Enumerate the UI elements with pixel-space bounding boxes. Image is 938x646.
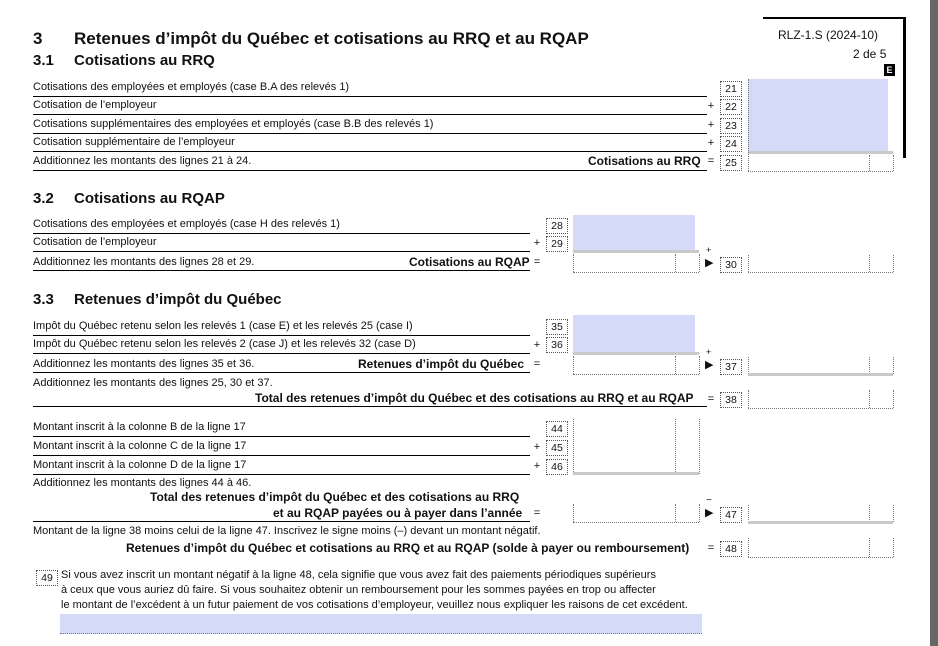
line-47-bold-label-1: Total des retenues d’impôt du Québec et des cotisations au RRQ [150, 490, 520, 504]
line-24-amount[interactable] [748, 135, 888, 151]
line-25-amount[interactable] [748, 154, 893, 170]
line-47-bold-label-2: et au RQAP payées ou à payer dans l’année [273, 506, 523, 520]
line-38-bold-label: Total des retenues d’impôt du Québec et des cotisations au RRQ et au RQAP [255, 391, 694, 405]
line-29-operator: + [533, 237, 541, 249]
line-23-label: Cotisations supplémentaires des employées et employés (case B.B des relevés 1) [33, 118, 434, 130]
line-23-amount[interactable] [748, 117, 888, 133]
line-44-label: Montant inscrit à la colonne B de la ligne 17 [33, 421, 246, 433]
section-3-3-number: 3.3 [33, 291, 54, 308]
line-28-label: Cotisations des employées et employés (case H des relevés 1) [33, 218, 340, 230]
line-48-amount[interactable] [748, 539, 893, 555]
line-48-operator: = [707, 542, 715, 554]
line-45-operator: + [533, 441, 541, 453]
line-24-operator: + [707, 137, 715, 149]
lang-badge: E [884, 64, 895, 76]
line-30-arrow: ▶ [705, 257, 714, 269]
section-3-2-number: 3.2 [33, 190, 54, 207]
line-46-amount[interactable] [573, 457, 699, 473]
line-30-number: 30 [720, 257, 742, 273]
line-47-arrow: ▶ [705, 507, 714, 519]
line-37-amount[interactable] [748, 357, 893, 373]
line-49-text-1: Si vous avez inscrit un montant négatif à la ligne 48, cela signifie que vous avez fait des paiements périodiques supérieurs [61, 569, 656, 581]
line-49-number: 49 [36, 570, 58, 586]
line-25-operator: = [707, 155, 715, 167]
line-38-label: Additionnez les montants des lignes 25, 30 et 37. [33, 377, 273, 389]
line-38-amount[interactable] [748, 390, 893, 406]
line-22-operator: + [707, 100, 715, 112]
line-21-label: Cotisations des employées et employés (case B.A des relevés 1) [33, 81, 350, 93]
line-22-label: Cotisation de l’employeur [33, 99, 157, 111]
line-38-operator: = [707, 393, 715, 405]
line-37-bold-label: Retenues d’impôt du Québec [358, 357, 525, 371]
line-35-amount[interactable] [573, 317, 695, 333]
line-25-label: Additionnez les montants des lignes 21 à 24. [33, 155, 252, 167]
line-35-number: 35 [546, 319, 568, 335]
section-3-number: 3 [33, 29, 43, 48]
header-box-top-border [763, 17, 905, 19]
section-3-2-title: Cotisations au RQAP [74, 190, 225, 207]
line-45-label: Montant inscrit à la colonne C de la ligne 17 [33, 440, 247, 452]
line-48-bold-label: Retenues d’impôt du Québec et cotisations au RRQ et au RQAP (solde à payer ou remboursement) [126, 541, 690, 555]
section-3-3-title: Retenues d’impôt du Québec [74, 291, 282, 308]
line-29-amount[interactable] [573, 234, 695, 250]
line-22-amount[interactable] [748, 98, 888, 114]
page-edge [930, 0, 938, 646]
line-23-operator: + [707, 119, 715, 131]
page-number: 2 de 5 [853, 47, 887, 61]
line-46-number: 46 [546, 459, 568, 475]
line-36-label: Impôt du Québec retenu selon les relevés 2 (case J) et les relevés 32 (case D) [33, 338, 416, 350]
line-45-amount[interactable] [573, 438, 699, 454]
line-21-amount[interactable] [748, 80, 888, 96]
line-46-label: Montant inscrit à la colonne D de la ligne 17 [33, 459, 247, 471]
line-46-operator: + [533, 460, 541, 472]
line-37-number: 37 [720, 359, 742, 375]
line-24-number: 24 [720, 136, 742, 152]
line-36-number: 36 [546, 337, 568, 353]
line-37-label: Additionnez les montants des lignes 35 et 36. [33, 358, 255, 370]
line-29-label: Cotisation de l’employeur [33, 236, 157, 248]
form-code: RLZ-1.S (2024-10) [778, 28, 879, 42]
line-29-number: 29 [546, 236, 568, 252]
line-23-number: 23 [720, 118, 742, 134]
line-25-number: 25 [720, 155, 742, 171]
line-47-amount[interactable] [748, 505, 893, 521]
section-3-1-number: 3.1 [33, 52, 54, 69]
line-30-bold-label: Cotisations au RQAP [409, 255, 530, 269]
line-49-text-2: à ceux que vous auriez dû faire. Si vous souhaitez obtenir un remboursement pour les sommes payées en trop ou affecter [61, 584, 656, 596]
line-36-amount[interactable] [573, 336, 695, 352]
line-30-plus: + [706, 245, 712, 255]
line-47-label: Additionnez les montants des lignes 44 à 46. [33, 477, 252, 489]
line-30-label: Additionnez les montants des lignes 28 et 29. [33, 256, 255, 268]
line-37-operator: = [533, 358, 541, 370]
line-47-operator: = [533, 507, 541, 519]
line-47-minus: − [706, 495, 712, 506]
line-44-amount[interactable] [573, 419, 699, 435]
line-24-label: Cotisation supplémentaire de l’employeur [33, 136, 235, 148]
line-47-number: 47 [720, 507, 742, 523]
line-38-number: 38 [720, 392, 742, 408]
line-49-text-3: le montant de l’excédent à un futur paiement de vos cotisations d’employeur, veuillez nous expliquer les raisons de cet excédent. [61, 599, 688, 611]
section-3-title: Retenues d’impôt du Québec et cotisations au RRQ et au RQAP [74, 29, 589, 48]
line-36-operator: + [533, 339, 541, 351]
line-21-number: 21 [720, 81, 742, 97]
line-45-number: 45 [546, 440, 568, 456]
line-48-label: Montant de la ligne 38 moins celui de la ligne 47. Inscrivez le signe moins (–) devant un montant négatif. [33, 525, 541, 537]
line-25-bold-label: Cotisations au RRQ [588, 154, 701, 168]
line-44-number: 44 [546, 421, 568, 437]
line-22-number: 22 [720, 99, 742, 115]
line-30-amount[interactable] [748, 255, 893, 271]
line-48-number: 48 [720, 541, 742, 557]
line-37-plus: + [706, 347, 712, 357]
line-28-number: 28 [546, 218, 568, 234]
section-3-1-title: Cotisations au RRQ [74, 52, 215, 69]
line-49-explanation-field[interactable] [60, 614, 702, 634]
line-28-amount[interactable] [573, 216, 695, 232]
header-box-right-border [903, 17, 906, 158]
line-30-operator: = [533, 256, 541, 268]
line-35-label: Impôt du Québec retenu selon les relevés 1 (case E) et les relevés 25 (case I) [33, 320, 413, 332]
line-37-arrow: ▶ [705, 359, 714, 371]
